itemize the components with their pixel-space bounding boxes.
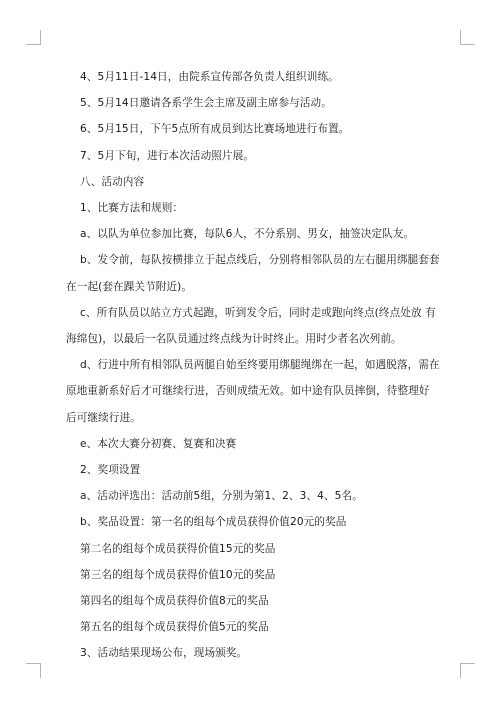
paragraph-schedule-7: 7、5月下旬，进行本次活动照片展。 — [80, 149, 255, 162]
paragraph-schedule-4: 4、5月11日-14日，由院系宣传部各负责人组织训练。 — [80, 71, 339, 83]
crop-mark-bottom-right — [460, 663, 475, 678]
prize-fourth: 第四名的组每个成员获得价值8元的奖品 — [80, 595, 269, 608]
subheading-awards: 2、奖项设置 — [80, 464, 141, 477]
award-a: a、活动评选出：活动前5组，分别为第1、2、3、4、5名。 — [80, 490, 363, 503]
rule-e: e、本次大赛分初赛、复赛和决赛 — [80, 437, 237, 450]
subheading-rules: 1、比赛方法和规则： — [80, 202, 184, 215]
subheading-results: 3、活动结果现场公布，现场颁奖。 — [80, 647, 248, 660]
section-heading-content: 八、活动内容 — [80, 175, 145, 188]
rule-c: c、所有队员以站立方式起跑，听到发令后，同时走或跑向终点(终点处放 有海绵包)，以最后一名队员通过终点线为计时终止。用时少者名次列前。 — [66, 306, 436, 346]
paragraph-schedule-5: 5、5月14日邀请各系学生会主席及副主席参与活动。 — [80, 97, 332, 110]
rule-b: b、发令前，每队按横排立于起点线后，分别将相邻队员的左右腿用绑腿套套在一起(套在踝关节附近)。 — [66, 254, 440, 293]
paragraph-schedule-6: 6、5月15日，下午5点所有成员到达比赛场地进行布置。 — [80, 123, 350, 136]
rule-a: a、以队为单位参加比赛，每队6人，不分系别、男女，抽签决定队友。 — [80, 228, 415, 241]
award-b: b、奖品设置：第一名的组每个成员获得价值20元的奖品 — [80, 516, 347, 529]
prize-third: 第三名的组每个成员获得价值10元的奖品 — [80, 568, 276, 581]
prize-second: 第二名的组每个成员获得价值15元的奖品 — [80, 542, 276, 555]
crop-mark-top-right — [460, 30, 475, 45]
document-body — [66, 64, 440, 667]
prize-fifth: 第五名的组每个成员获得价值5元的奖品 — [80, 621, 269, 634]
rule-d: d、行进中所有相邻队员两腿自始至终要用绑腿绳绑在一起，如遇脱落，需在原地重新系好后才可继续行进，否则成绩无效。如中途有队员摔倒，待整理好后可继续行进。 — [66, 359, 440, 424]
crop-mark-top-left — [26, 30, 41, 45]
crop-mark-bottom-left — [26, 663, 41, 678]
